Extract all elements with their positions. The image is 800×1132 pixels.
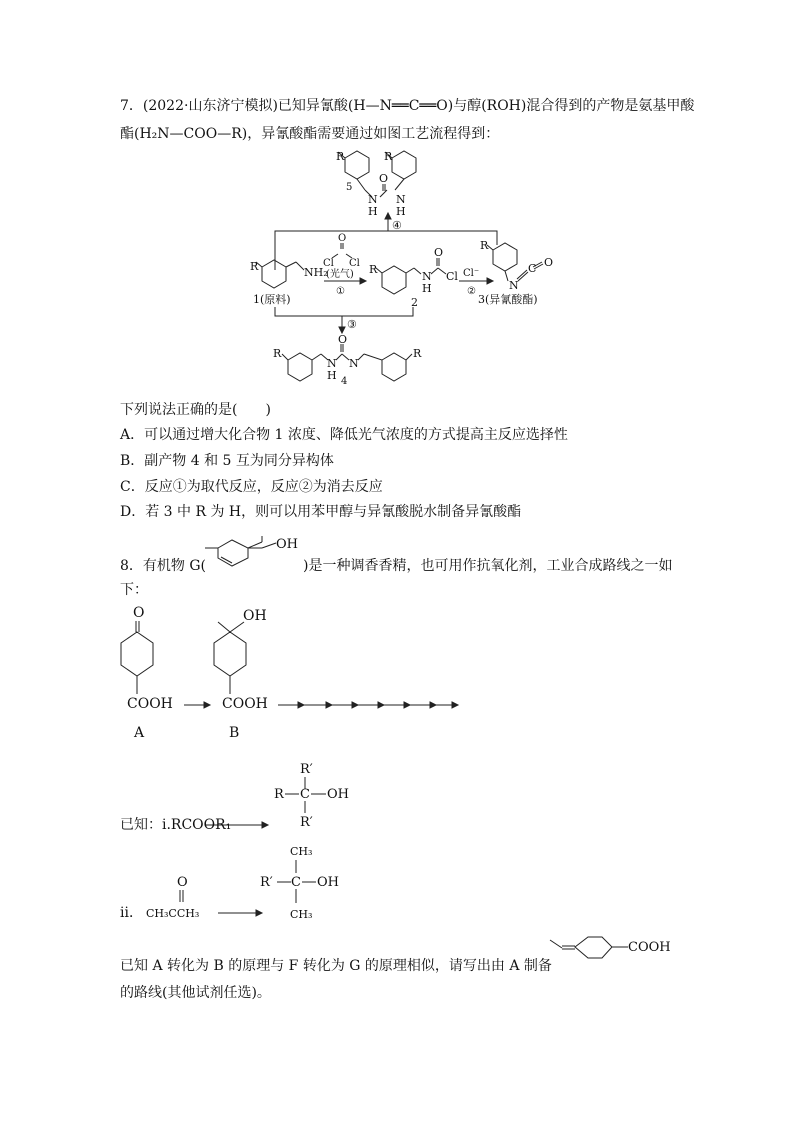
q8-line1-a: 8．有机物 G( xyxy=(120,558,207,574)
target-structure xyxy=(550,937,671,958)
c2-h: H xyxy=(422,282,432,295)
q7-line2: 酯(H₂N—COO—R)，异氰酸酯需要通过如图工艺流程得到： xyxy=(120,126,500,142)
ki-c: C xyxy=(300,787,310,802)
q7-option-c: C．反应①为取代反应，反应②为消去反应 xyxy=(120,479,383,495)
b-oh: OH xyxy=(243,608,267,624)
c3-c: C xyxy=(528,262,537,275)
label-b: B xyxy=(229,725,240,741)
q7-option-a: A．可以通过增大化合物 1 浓度、降低光气浓度的方式提高主反应选择性 xyxy=(120,427,568,443)
g-oh: OH xyxy=(276,537,298,552)
c5-r1: R xyxy=(336,150,345,163)
c4-r1: R xyxy=(273,347,282,360)
c5-n1: N xyxy=(368,193,378,206)
c3-n: N xyxy=(509,279,519,292)
c4-n2: N xyxy=(349,357,359,370)
q7-stem: 下列说法正确的是( ) xyxy=(120,402,271,418)
kii-ch3-top: CH₃ xyxy=(290,845,313,858)
b-cooh: COOH xyxy=(222,696,268,712)
kii-oh: OH xyxy=(317,875,339,890)
c2-n: N xyxy=(422,270,432,283)
ki-r2: R′ xyxy=(300,815,313,830)
c4-label: 4 xyxy=(341,376,348,387)
c2-o: O xyxy=(434,246,444,259)
c4-n1: N xyxy=(327,357,337,370)
q8-final-line2: 的路线(其他试剂任选)。 xyxy=(120,985,271,1001)
c5-o: O xyxy=(379,172,389,185)
kii-o: O xyxy=(177,875,188,890)
known-ii-reactant-text: CH₃CCH₃ xyxy=(146,907,200,920)
phosgene-cl1: Cl xyxy=(323,258,334,269)
c5-r2: R xyxy=(384,150,393,163)
phosgene-cl2: Cl xyxy=(349,258,360,269)
a-cooh: COOH xyxy=(127,696,173,712)
target-cooh: COOH xyxy=(628,940,671,955)
compound-g xyxy=(205,536,298,566)
c2-cl: Cl xyxy=(446,270,458,283)
ki-r: R xyxy=(274,787,284,802)
step1-label: ① xyxy=(336,286,345,297)
known-i-label: 已知：ⅰ.RCOOR₁ xyxy=(120,817,232,833)
c5-n2: N xyxy=(396,193,406,206)
c4-o: O xyxy=(338,333,348,346)
c2-r: R xyxy=(369,263,378,276)
label-a: A xyxy=(134,725,145,741)
c1-nh2: NH₂ xyxy=(304,266,328,279)
known-ii-product xyxy=(260,845,339,921)
known-i-product xyxy=(274,762,349,830)
c3-r: R xyxy=(480,239,489,252)
ki-oh: OH xyxy=(327,787,349,802)
multi-step-arrows xyxy=(278,702,458,708)
phosgene-o: O xyxy=(338,233,347,244)
kii-r: R′ xyxy=(260,875,273,890)
c1-r: R xyxy=(250,260,259,273)
c2-label: 2 xyxy=(411,296,418,309)
q7-line1: 7．(2022·山东济宁模拟)已知异氰酸(H—N══C══O)与醇(ROH)混合得到的产物是氨基甲酸 xyxy=(120,98,695,114)
compound-b xyxy=(214,608,268,741)
ki-r1: R′ xyxy=(300,762,313,777)
step3-label: ③ xyxy=(347,318,357,331)
q8-line1-b: )是一种调香香精，也可用作抗氧化剂，工业合成路线之一如 xyxy=(303,558,673,574)
kii-ch3-bot: CH₃ xyxy=(290,908,313,921)
c3-label: 3(异氰酸酯) xyxy=(478,293,538,306)
c5-h2: H xyxy=(396,205,406,218)
c3-o: O xyxy=(544,256,554,269)
step2-reagent: Cl⁻ xyxy=(463,268,480,279)
q7-option-d: D．若 3 中 R 为 H，则可以用苯甲醇与异氰酸脱水制备异氰酸酯 xyxy=(120,504,522,520)
step4-label: ④ xyxy=(392,219,402,232)
q7-option-b: B．副产物 4 和 5 互为同分异构体 xyxy=(120,453,334,469)
c1-label: 1(原料) xyxy=(253,293,291,306)
kii-c: C xyxy=(291,875,301,890)
c5-h1: H xyxy=(368,205,378,218)
compound-a xyxy=(121,605,173,741)
q8-final-line1: 已知 A 转化为 B 的原理与 F 转化为 G 的原理相似，请写出由 A 制备 xyxy=(120,958,552,974)
q8-line2: 下： xyxy=(120,582,148,598)
c5-label: 5 xyxy=(346,182,353,193)
c4-h: H xyxy=(327,369,337,382)
a-o: O xyxy=(133,605,145,621)
step2-label: ② xyxy=(467,286,476,297)
c4-r2: R xyxy=(413,347,422,360)
known-ii-label: ⅱ． xyxy=(120,905,143,921)
known-ii-reactant xyxy=(177,875,188,902)
phosgene-label: (光气) xyxy=(326,269,354,280)
